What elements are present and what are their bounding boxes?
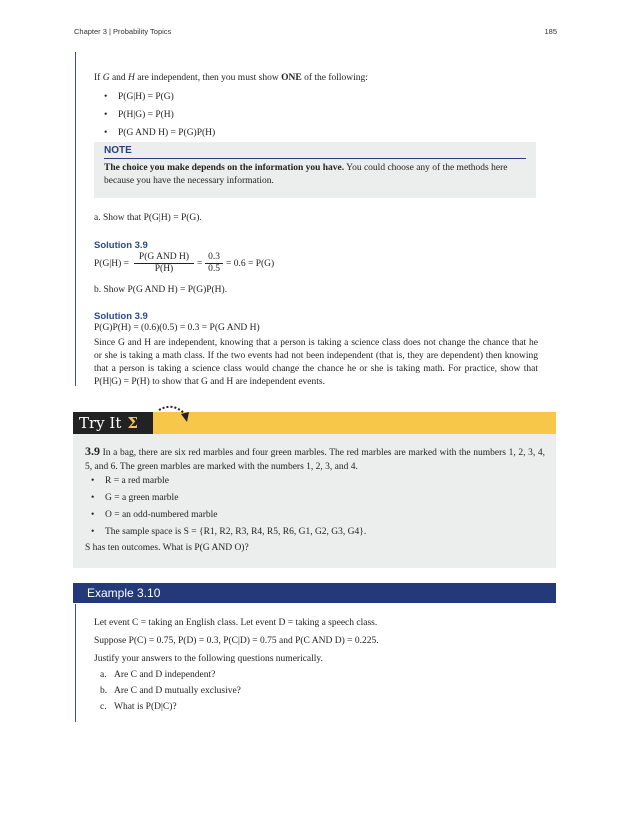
example-side-rule bbox=[75, 604, 76, 722]
equation-lhs: P(G|H) = bbox=[94, 259, 129, 269]
running-header-chapter: Chapter 3 | Probability Topics bbox=[74, 27, 172, 36]
bullet-item: • P(G|H) = P(G) bbox=[118, 92, 174, 102]
bullet-item: • The sample space is S = {R1, R2, R3, R4, R5, R6, G1, G2, G3, G4}. bbox=[105, 527, 366, 537]
example-line: Suppose P(C) = 0.75, P(D) = 0.3, P(C|D) = 0.75 and P(C AND D) = 0.225. bbox=[94, 636, 379, 646]
fraction-numeric: $\frac{0.3}{0.5}$ bbox=[205, 252, 223, 275]
part-a-prompt: a. Show that P(G|H) = P(G). bbox=[94, 213, 202, 223]
bullet-item: • G = a green marble bbox=[105, 493, 178, 503]
dotted-arrow-icon bbox=[157, 404, 191, 430]
question-item: a. Are C and D independent? bbox=[100, 670, 216, 680]
question-item: c. What is P(D|C)? bbox=[100, 702, 177, 712]
bullet-item: • R = a red marble bbox=[105, 476, 169, 486]
example-line: Justify your answers to the following questions numerically. bbox=[94, 654, 323, 664]
try-it-label: Try It Σ bbox=[73, 412, 153, 434]
intro-line: If G and H are independent, then you must show ONE of the following: bbox=[94, 73, 368, 83]
equals-sign: = bbox=[197, 259, 203, 269]
try-it-banner bbox=[73, 412, 556, 434]
solution-heading: Solution 3.9 bbox=[94, 311, 148, 322]
try-it-box bbox=[73, 434, 556, 568]
sigma-icon: Σ bbox=[127, 414, 138, 432]
try-it-question: S has ten outcomes. What is P(G AND O)? bbox=[85, 543, 249, 553]
example-title: Example 3.10 bbox=[73, 583, 556, 603]
equation-rhs: = 0.6 = P(G) bbox=[226, 259, 275, 269]
page-number: 185 bbox=[544, 27, 557, 36]
note-box bbox=[94, 142, 536, 198]
bullet-item: • O = an odd-numbered marble bbox=[105, 510, 217, 520]
example-side-rule bbox=[75, 52, 76, 386]
example-line: Let event C = taking an English class. Let event D = taking a speech class. bbox=[94, 618, 378, 628]
note-text: The choice you make depends on the information you have. You could choose any of the methods here because you have the necessary information. bbox=[104, 163, 508, 186]
fraction-probability: P(G AND H) P(H) bbox=[134, 252, 194, 275]
solution-heading: Solution 3.9 bbox=[94, 240, 148, 251]
explanation-paragraph: Since G and H are independent, knowing that a person is taking a science class does not change the chance that he or she is taking a math class. If the two events had not been independent (that is, they are dependent) then knowing that a person is taking a science class would change the chance he or she is taking math. For practice, show that P(H|G) = P(H) to show that G and H are independent events. bbox=[94, 338, 538, 387]
bullet-item: • P(G AND H) = P(G)P(H) bbox=[118, 128, 215, 138]
note-title: NOTE bbox=[104, 145, 132, 156]
bullet-item: • P(H|G) = P(H) bbox=[118, 110, 174, 120]
question-item: b. Are C and D mutually exclusive? bbox=[100, 686, 241, 696]
part-b-prompt: b. Show P(G AND H) = P(G)P(H). bbox=[94, 285, 228, 295]
note-divider bbox=[104, 158, 526, 159]
equation-product: P(G)P(H) = (0.6)(0.5) = 0.3 = P(G AND H) bbox=[94, 323, 260, 333]
try-it-problem: 3.9 In a bag, there are six red marbles and four green marbles. The red marbles are marked with the numbers 1, 2, 3, 4, 5, and 6. The green marbles are marked with the numbers 1, 2, 3, and 4. bbox=[85, 444, 545, 472]
